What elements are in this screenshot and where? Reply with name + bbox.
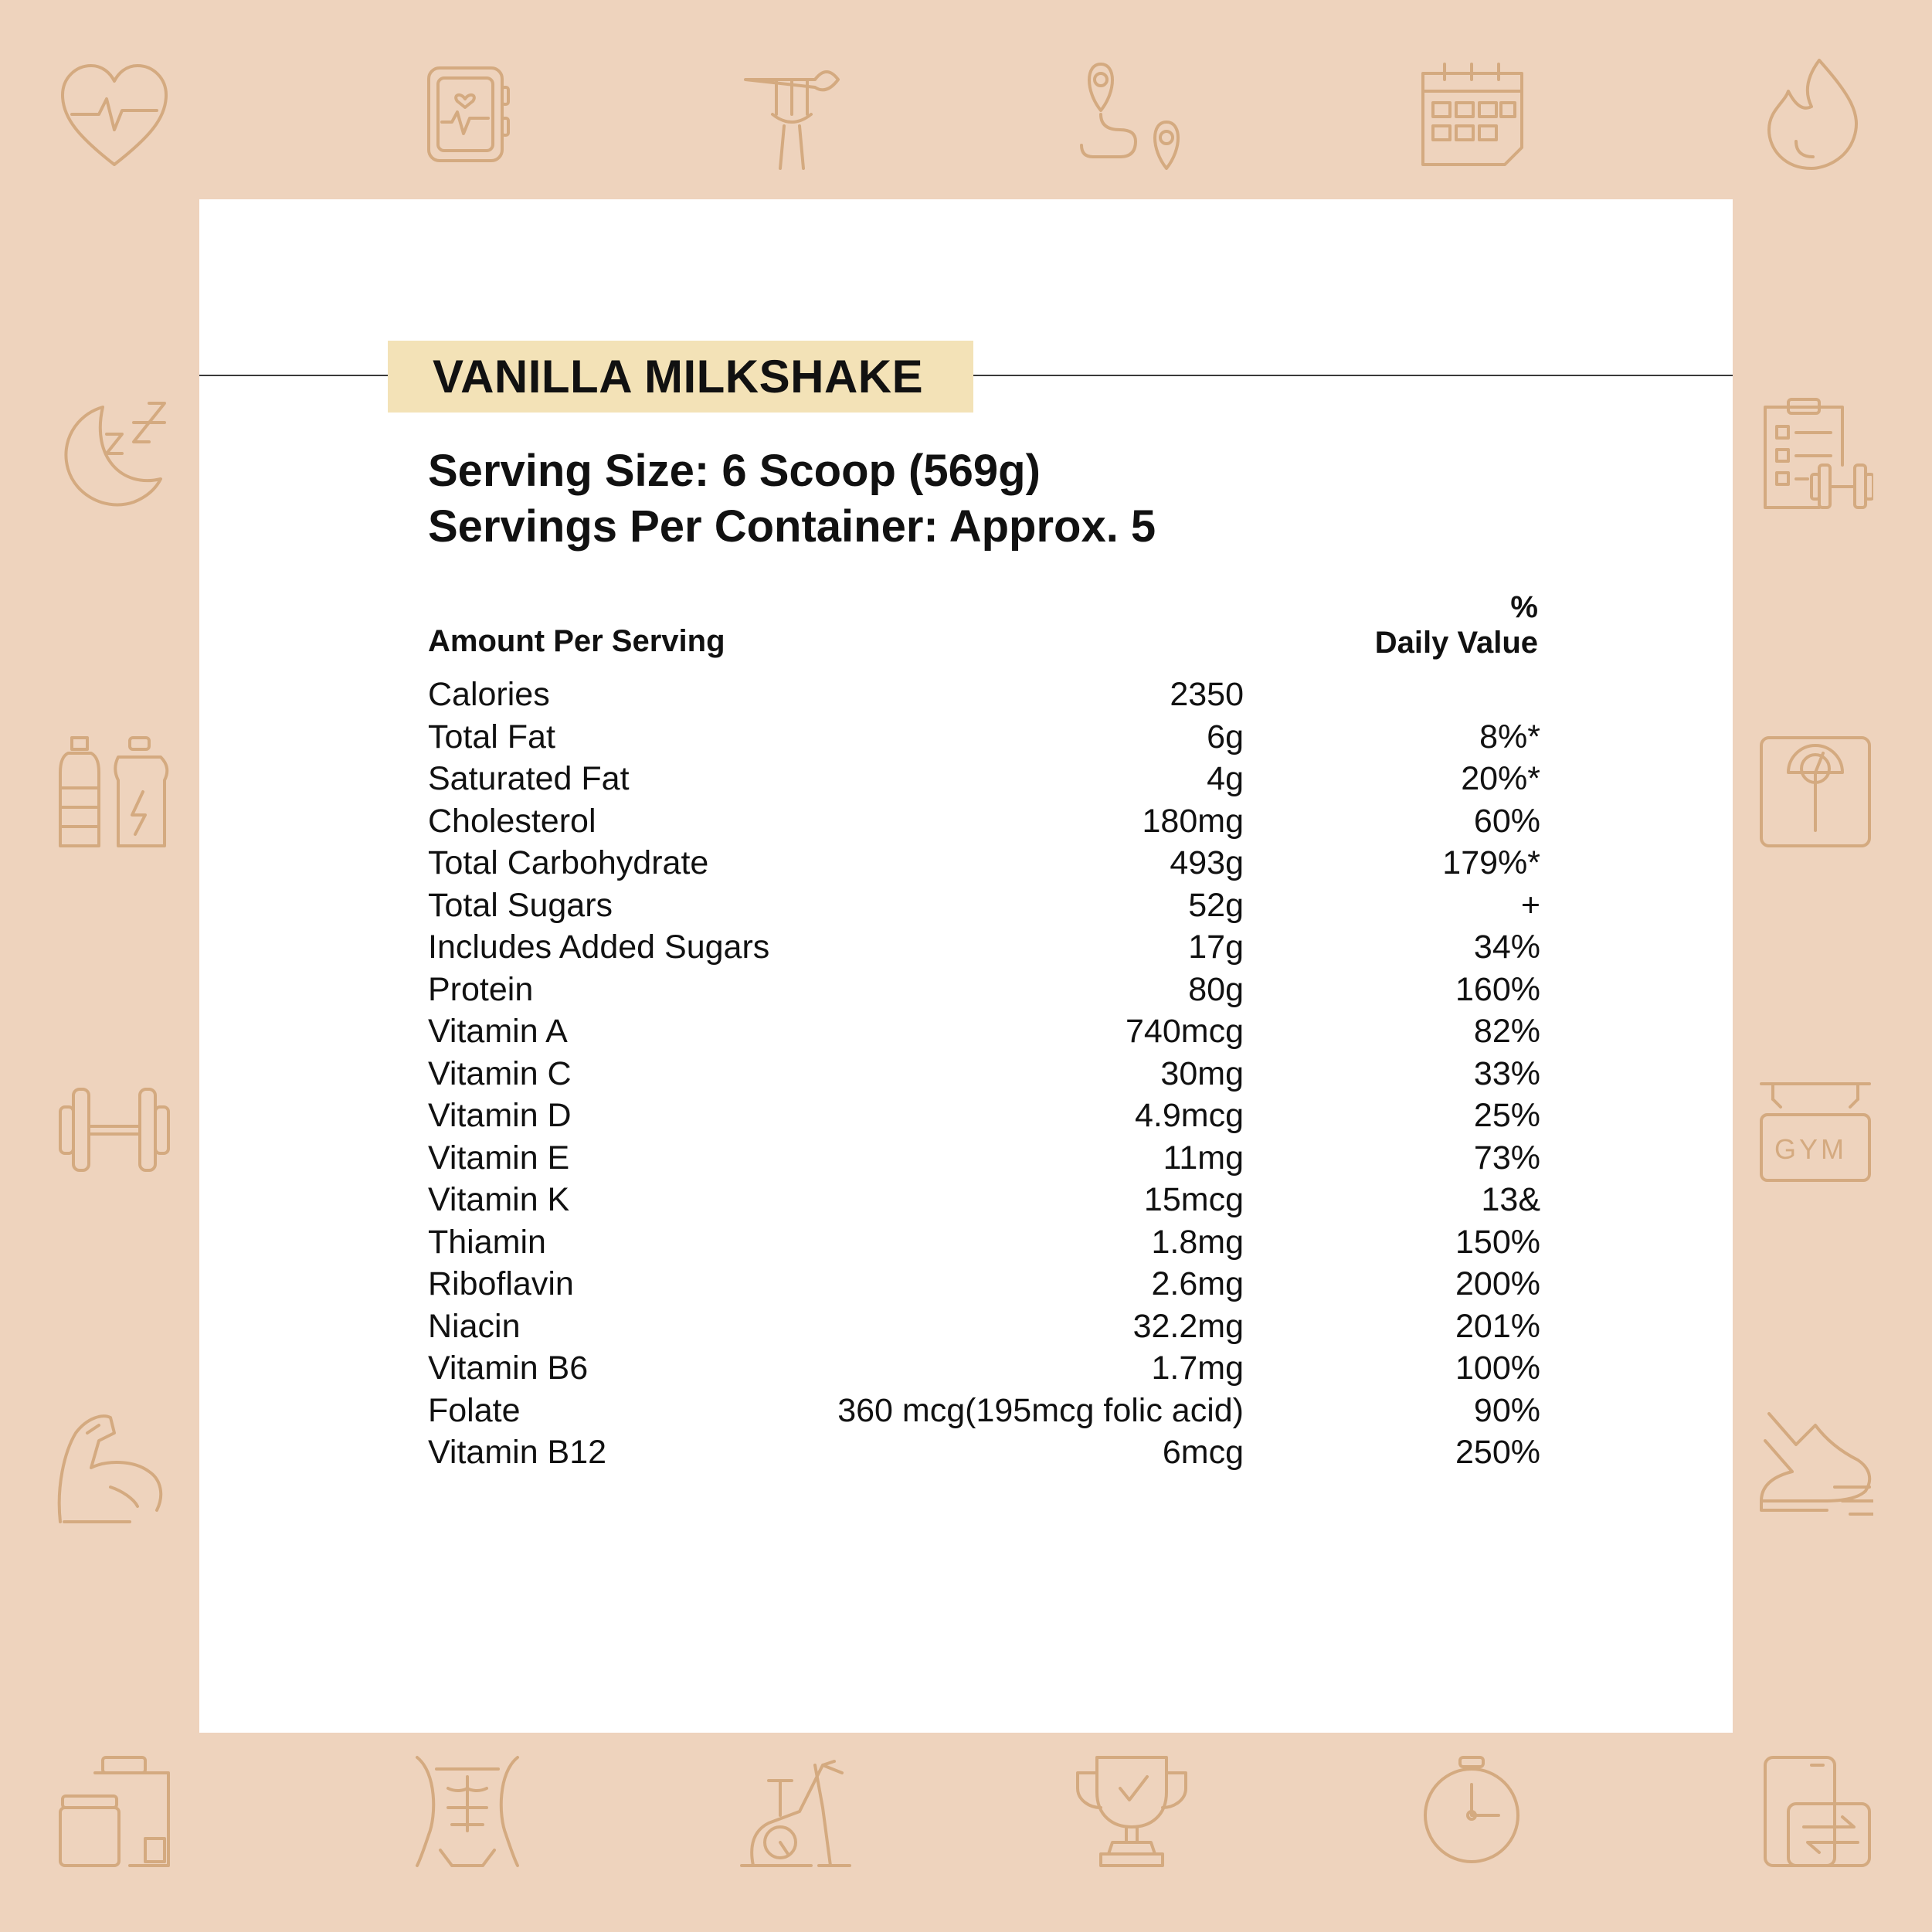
nutrient-row (428, 1055, 1540, 1098)
nutrient-daily-value: 150% (1455, 1223, 1540, 1261)
nutrient-name: Calories (428, 676, 550, 713)
abs-torso-icon (409, 1754, 525, 1869)
nutrient-row (428, 803, 1540, 845)
running-shoe-icon (1757, 1410, 1873, 1526)
nutrient-amount: 6g (1207, 718, 1244, 755)
nutrient-row (428, 760, 1540, 803)
heart-rate-icon (56, 56, 172, 172)
nutrient-daily-value: 13& (1481, 1181, 1540, 1218)
nutrient-amount: 2350 (1170, 676, 1244, 713)
nutrient-name: Total Fat (428, 718, 555, 755)
nutrient-row (428, 887, 1540, 929)
daily-value-label: Daily Value (1374, 626, 1538, 660)
nutrient-row (428, 1265, 1540, 1308)
nutrient-row (428, 1392, 1540, 1435)
nutrient-amount: 30mg (1160, 1054, 1244, 1092)
supplement-jars-icon (56, 1754, 172, 1869)
product-title: VANILLA MILKSHAKE (433, 351, 924, 402)
nutrient-name: Niacin (428, 1307, 521, 1345)
nutrient-name: Riboflavin (428, 1265, 574, 1302)
nutrient-amount: 15mcg (1143, 1181, 1244, 1218)
nutrient-row (428, 1224, 1540, 1266)
nutrient-amount: 6mcg (1162, 1434, 1244, 1471)
nutrient-amount: 52g (1188, 886, 1244, 924)
nutrient-amount: 11mg (1163, 1139, 1244, 1177)
nutrient-name: Protein (428, 970, 534, 1008)
dumbbell-icon (56, 1072, 172, 1188)
nutrient-amount: 4.9mcg (1134, 1097, 1244, 1134)
nutrient-daily-value: 201% (1455, 1307, 1540, 1345)
nutrient-daily-value: 100% (1455, 1350, 1540, 1387)
nutrient-row (428, 1139, 1540, 1182)
flexed-arm-icon (56, 1410, 172, 1526)
nutrient-daily-value: 160% (1455, 970, 1540, 1008)
nutrient-amount: 32.2mg (1132, 1307, 1244, 1345)
nutrient-daily-value: + (1520, 886, 1540, 924)
workout-clipboard-icon (1757, 396, 1873, 511)
nutrient-daily-value: 33% (1473, 1054, 1540, 1092)
nutrient-row (428, 1308, 1540, 1350)
nutrient-daily-value: 34% (1473, 929, 1540, 966)
nutrient-daily-value: 25% (1473, 1097, 1540, 1134)
nutrient-amount: 493g (1170, 844, 1244, 881)
nutrient-daily-value: 20%* (1461, 760, 1540, 797)
nutrient-row (428, 718, 1540, 761)
nutrient-name: Vitamin D (428, 1097, 572, 1134)
nutrient-amount: 1.7mg (1151, 1350, 1244, 1387)
sleep-moon-icon (56, 396, 172, 511)
calendar-icon (1414, 56, 1530, 172)
nutrient-daily-value: 73% (1473, 1139, 1540, 1177)
amount-per-serving-heading: Amount Per Serving (428, 624, 725, 658)
fork-carrot-icon (738, 56, 854, 172)
nutrient-name: Total Sugars (428, 886, 613, 924)
gym-sign-text: GYM (1774, 1133, 1848, 1165)
nutrient-name: Vitamin A (428, 1013, 568, 1050)
nutrient-daily-value: 250% (1455, 1434, 1540, 1471)
nutrient-name: Folate (428, 1391, 521, 1429)
nutrient-table (428, 676, 1540, 1476)
stopwatch-icon (1414, 1754, 1530, 1869)
smartwatch-icon (409, 56, 525, 172)
nutrient-amount: 2.6mg (1151, 1265, 1244, 1302)
nutrient-name: Vitamin K (428, 1181, 570, 1218)
nutrition-panel (199, 199, 1733, 1733)
nutrient-name: Vitamin B6 (428, 1350, 589, 1387)
flame-icon (1757, 56, 1873, 172)
nutrient-daily-value: 90% (1473, 1391, 1540, 1429)
nutrient-row (428, 1097, 1540, 1139)
nutrient-name: Total Carbohydrate (428, 844, 709, 881)
weight-scale-icon (1757, 734, 1873, 850)
servings-per-container: Servings Per Container: Approx. 5 (428, 501, 1156, 552)
route-pins-icon (1074, 56, 1190, 172)
nutrient-name: Thiamin (428, 1223, 546, 1261)
nutrient-daily-value: 60% (1473, 802, 1540, 840)
trophy-icon (1074, 1754, 1190, 1869)
exercise-bike-icon (738, 1754, 854, 1869)
phone-transfer-icon (1757, 1754, 1873, 1869)
nutrient-row (428, 1181, 1540, 1224)
nutrient-amount: 4g (1207, 760, 1244, 797)
nutrient-daily-value: 82% (1473, 1013, 1540, 1050)
nutrient-daily-value: 8%* (1479, 718, 1540, 755)
title-highlight (388, 341, 973, 413)
nutrient-name: Saturated Fat (428, 760, 630, 797)
nutrient-name: Vitamin E (428, 1139, 570, 1177)
nutrient-row (428, 1350, 1540, 1392)
percent-symbol: % (1510, 590, 1538, 624)
nutrient-row (428, 1434, 1540, 1476)
serving-size: Serving Size: 6 Scoop (569g) (428, 446, 1041, 496)
nutrient-row (428, 929, 1540, 971)
nutrient-row (428, 676, 1540, 718)
nutrient-amount: 1.8mg (1151, 1223, 1244, 1261)
water-bottles-icon (56, 734, 172, 850)
nutrient-daily-value: 179%* (1442, 844, 1540, 881)
nutrient-name: Vitamin C (428, 1054, 572, 1092)
nutrient-name: Vitamin B12 (428, 1434, 607, 1471)
nutrient-amount: 360 mcg(195mcg folic acid) (837, 1391, 1244, 1429)
nutrient-amount: 180mg (1142, 802, 1244, 840)
nutrient-amount: 80g (1188, 970, 1244, 1008)
nutrient-name: Cholesterol (428, 802, 596, 840)
nutrient-amount: 740mcg (1126, 1013, 1244, 1050)
gym-sign-icon (1757, 1072, 1873, 1188)
nutrient-row (428, 1013, 1540, 1055)
nutrient-row (428, 844, 1540, 887)
nutrient-row (428, 971, 1540, 1014)
nutrient-amount: 17g (1188, 929, 1244, 966)
nutrient-name: Includes Added Sugars (428, 929, 770, 966)
nutrient-daily-value: 200% (1455, 1265, 1540, 1302)
daily-value-heading (1375, 589, 1538, 660)
